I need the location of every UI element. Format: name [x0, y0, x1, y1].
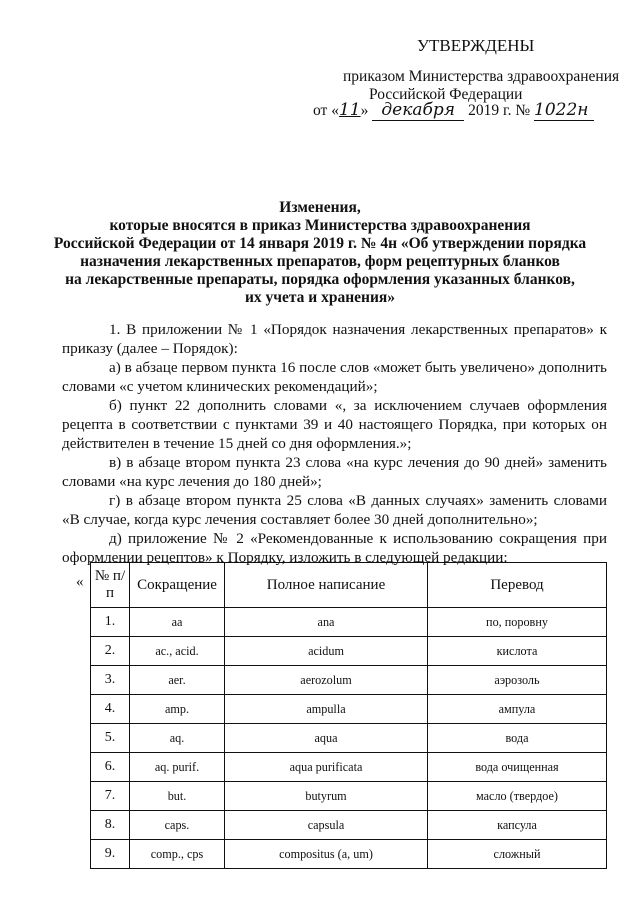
order-line-1: приказом Министерства здравоохранения [343, 68, 620, 85]
handwritten-number: 1022н [534, 100, 589, 120]
title-line-3: Российской Федерации от 14 января 2019 г. № 4н «Об утверждении порядка [53, 235, 587, 252]
table-row [91, 811, 607, 840]
paragraph-v: в) в абзаце втором пункта 23 слова «на курс лечения до 90 дней» заменить словами «на курс лечения до 180 дней»; [62, 454, 607, 490]
full-spelling-cell: compositus (a, um) [225, 840, 428, 869]
order-date-line [313, 100, 594, 121]
abbreviation-cell: aq. purif. [130, 753, 225, 782]
table-row [91, 608, 607, 637]
full-spelling-cell: aqua [225, 724, 428, 753]
row-number-cell: 9. [91, 840, 130, 869]
header-abbreviation: Сокращение [130, 563, 225, 608]
translation-cell: масло (твердое) [428, 782, 607, 811]
table-row [91, 753, 607, 782]
full-spelling-cell: aqua purificata [225, 753, 428, 782]
full-spelling-cell: acidum [225, 637, 428, 666]
header-full-spelling: Полное написание [225, 563, 428, 608]
abbreviation-cell: ac., acid. [130, 637, 225, 666]
translation-cell: вода [428, 724, 607, 753]
row-number-cell: 7. [91, 782, 130, 811]
paragraph-a: а) в абзаце первом пункта 16 после слов «может быть увеличено» дополнить словами «с учетом клинических рекомендаций»; [62, 359, 607, 395]
abbreviation-cell: amp. [130, 695, 225, 724]
date-prefix: от « [313, 102, 339, 119]
translation-cell: сложный [428, 840, 607, 869]
paragraph-1: 1. В приложении № 1 «Порядок назначения лекарственных препаратов» к приказу (далее – Порядок): [62, 321, 607, 357]
translation-cell: по, поровну [428, 608, 607, 637]
handwritten-day: 11 [338, 100, 361, 120]
abbreviation-cell: comp., cps [130, 840, 225, 869]
table-row [91, 840, 607, 869]
table-row [91, 637, 607, 666]
full-spelling-cell: capsula [225, 811, 428, 840]
paragraph-g: г) в абзаце втором пункта 25 слова «В данных случаях» заменить словами «В случае, когда курс лечения составляет более 30 дней дополнительно»; [62, 492, 607, 528]
row-number-cell: 3. [91, 666, 130, 695]
date-day-suffix: » [360, 102, 369, 119]
row-number-cell: 6. [91, 753, 130, 782]
translation-cell: капсула [428, 811, 607, 840]
translation-cell: вода очищенная [428, 753, 607, 782]
full-spelling-cell: butyrum [225, 782, 428, 811]
title-line-1: Изменения, [279, 199, 361, 216]
approved-heading: УТВЕРЖДЕНЫ [417, 36, 535, 55]
row-number-cell: 2. [91, 637, 130, 666]
table-row [91, 782, 607, 811]
header-number: № п/п [91, 563, 130, 608]
full-spelling-cell: ampulla [225, 695, 428, 724]
title-line-4: назначения лекарственных препаратов, форм рецептурных бланков [80, 253, 560, 270]
abbreviation-cell: aq. [130, 724, 225, 753]
header-translation: Перевод [428, 563, 607, 608]
paragraph-b: б) пункт 22 дополнить словами «, за исключением случаев оформления рецепта в соответствии с пунктами 39 и 40 настоящего Порядка, при которых он действителен в течение 15 дней со дня оформления.»; [62, 397, 607, 452]
row-number-cell: 4. [91, 695, 130, 724]
title-line-2: которые вносятся в приказ Министерства здравоохранения [109, 217, 531, 234]
table-row [91, 666, 607, 695]
abbreviation-cell: aa [130, 608, 225, 637]
row-number-cell: 8. [91, 811, 130, 840]
paragraph-d: д) приложение № 2 «Рекомендованные к использованию сокращения при оформлении рецептов» к Порядку, изложить в следующей редакции: [62, 530, 607, 566]
abbreviations-table [90, 562, 607, 869]
order-line-2: Российской Федерации [369, 86, 523, 103]
translation-cell: кислота [428, 637, 607, 666]
table-row [91, 724, 607, 753]
year-number-text: 2019 г. № [468, 102, 531, 119]
abbreviation-cell: but. [130, 782, 225, 811]
title-line-6: их учета и хранения» [244, 289, 396, 306]
translation-cell: ампула [428, 695, 607, 724]
translation-cell: аэрозоль [428, 666, 607, 695]
abbreviation-cell: caps. [130, 811, 225, 840]
table-header-row [91, 563, 607, 608]
number-underline [534, 100, 594, 121]
row-number-cell: 5. [91, 724, 130, 753]
opening-quote-mark: « [76, 574, 84, 590]
month-underline [372, 100, 464, 121]
handwritten-month: декабря [381, 100, 456, 120]
abbreviation-cell: aer. [130, 666, 225, 695]
full-spelling-cell: aerozolum [225, 666, 428, 695]
row-number-cell: 1. [91, 608, 130, 637]
document-title [0, 199, 640, 307]
table-row [91, 695, 607, 724]
title-line-5: на лекарственные препараты, порядка оформления указанных бланков, [65, 271, 575, 288]
full-spelling-cell: ana [225, 608, 428, 637]
